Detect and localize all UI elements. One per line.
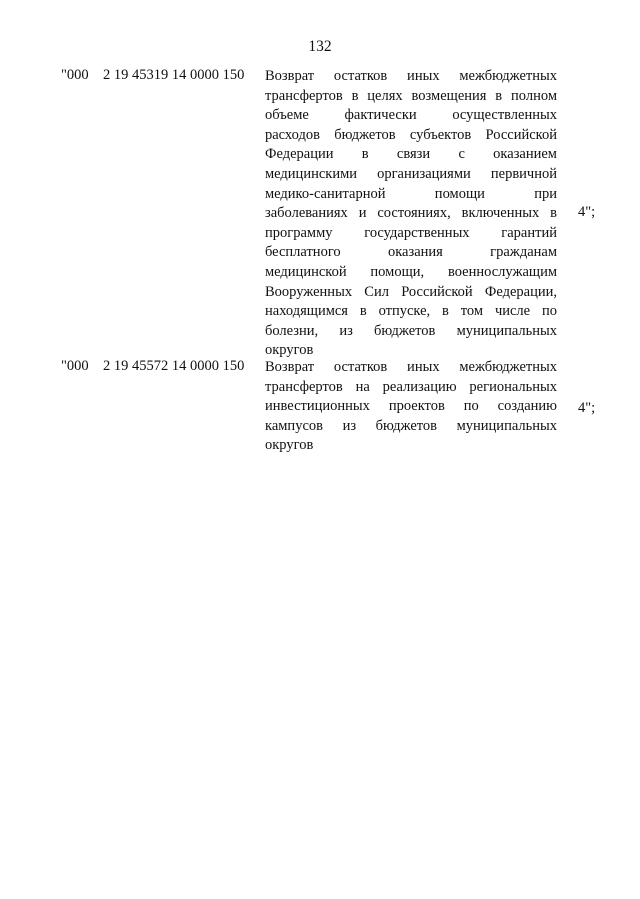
description-line: округов [265,437,314,454]
description-line: программу государственных гарантий [265,224,557,241]
description-line: бесплатного оказания гражданам [265,244,557,261]
entry-description [265,67,557,361]
description-line: объеме фактически осуществленных [265,107,557,124]
description-line: Федерации в связи с оказанием [265,146,557,163]
description-line: медико-санитарной помощи при [265,185,557,202]
description-line: Возврат остатков иных межбюджетных [265,359,557,375]
entry-value: 4"; [578,400,596,416]
description-line: медицинской помощи, военнослужащим [265,263,557,280]
entry-description [265,358,557,456]
page-number: 132 [308,38,332,55]
description-line: расходов бюджетов субъектов Российской [265,126,557,143]
description-line: трансфертов на реализацию региональных [265,378,557,395]
description-line: кампусов из бюджетов муниципальных [265,417,557,434]
description-line: заболеваниях и состояниях, включенных в [265,205,557,222]
description-line: болезни, из бюджетов муниципальных [265,322,557,339]
description-line: Возврат остатков иных межбюджетных [265,68,557,84]
entry-value: 4"; [578,204,596,220]
budget-code: 2 19 45572 14 0000 150 [103,358,245,374]
budget-code: 2 19 45319 14 0000 150 [103,67,245,83]
description-line: находящимся в отпуске, в том числе по [265,303,557,320]
description-line: трансфертов в целях возмещения в полном [265,87,557,104]
description-line: округов [265,342,314,359]
description-line: Вооруженных Сил Российской Федерации, [265,283,557,300]
description-line: медицинскими организациями первичной [265,165,557,182]
code-prefix: "000 [61,358,89,374]
description-line: инвестиционных проектов по созданию [265,398,557,415]
code-prefix: "000 [61,67,89,83]
